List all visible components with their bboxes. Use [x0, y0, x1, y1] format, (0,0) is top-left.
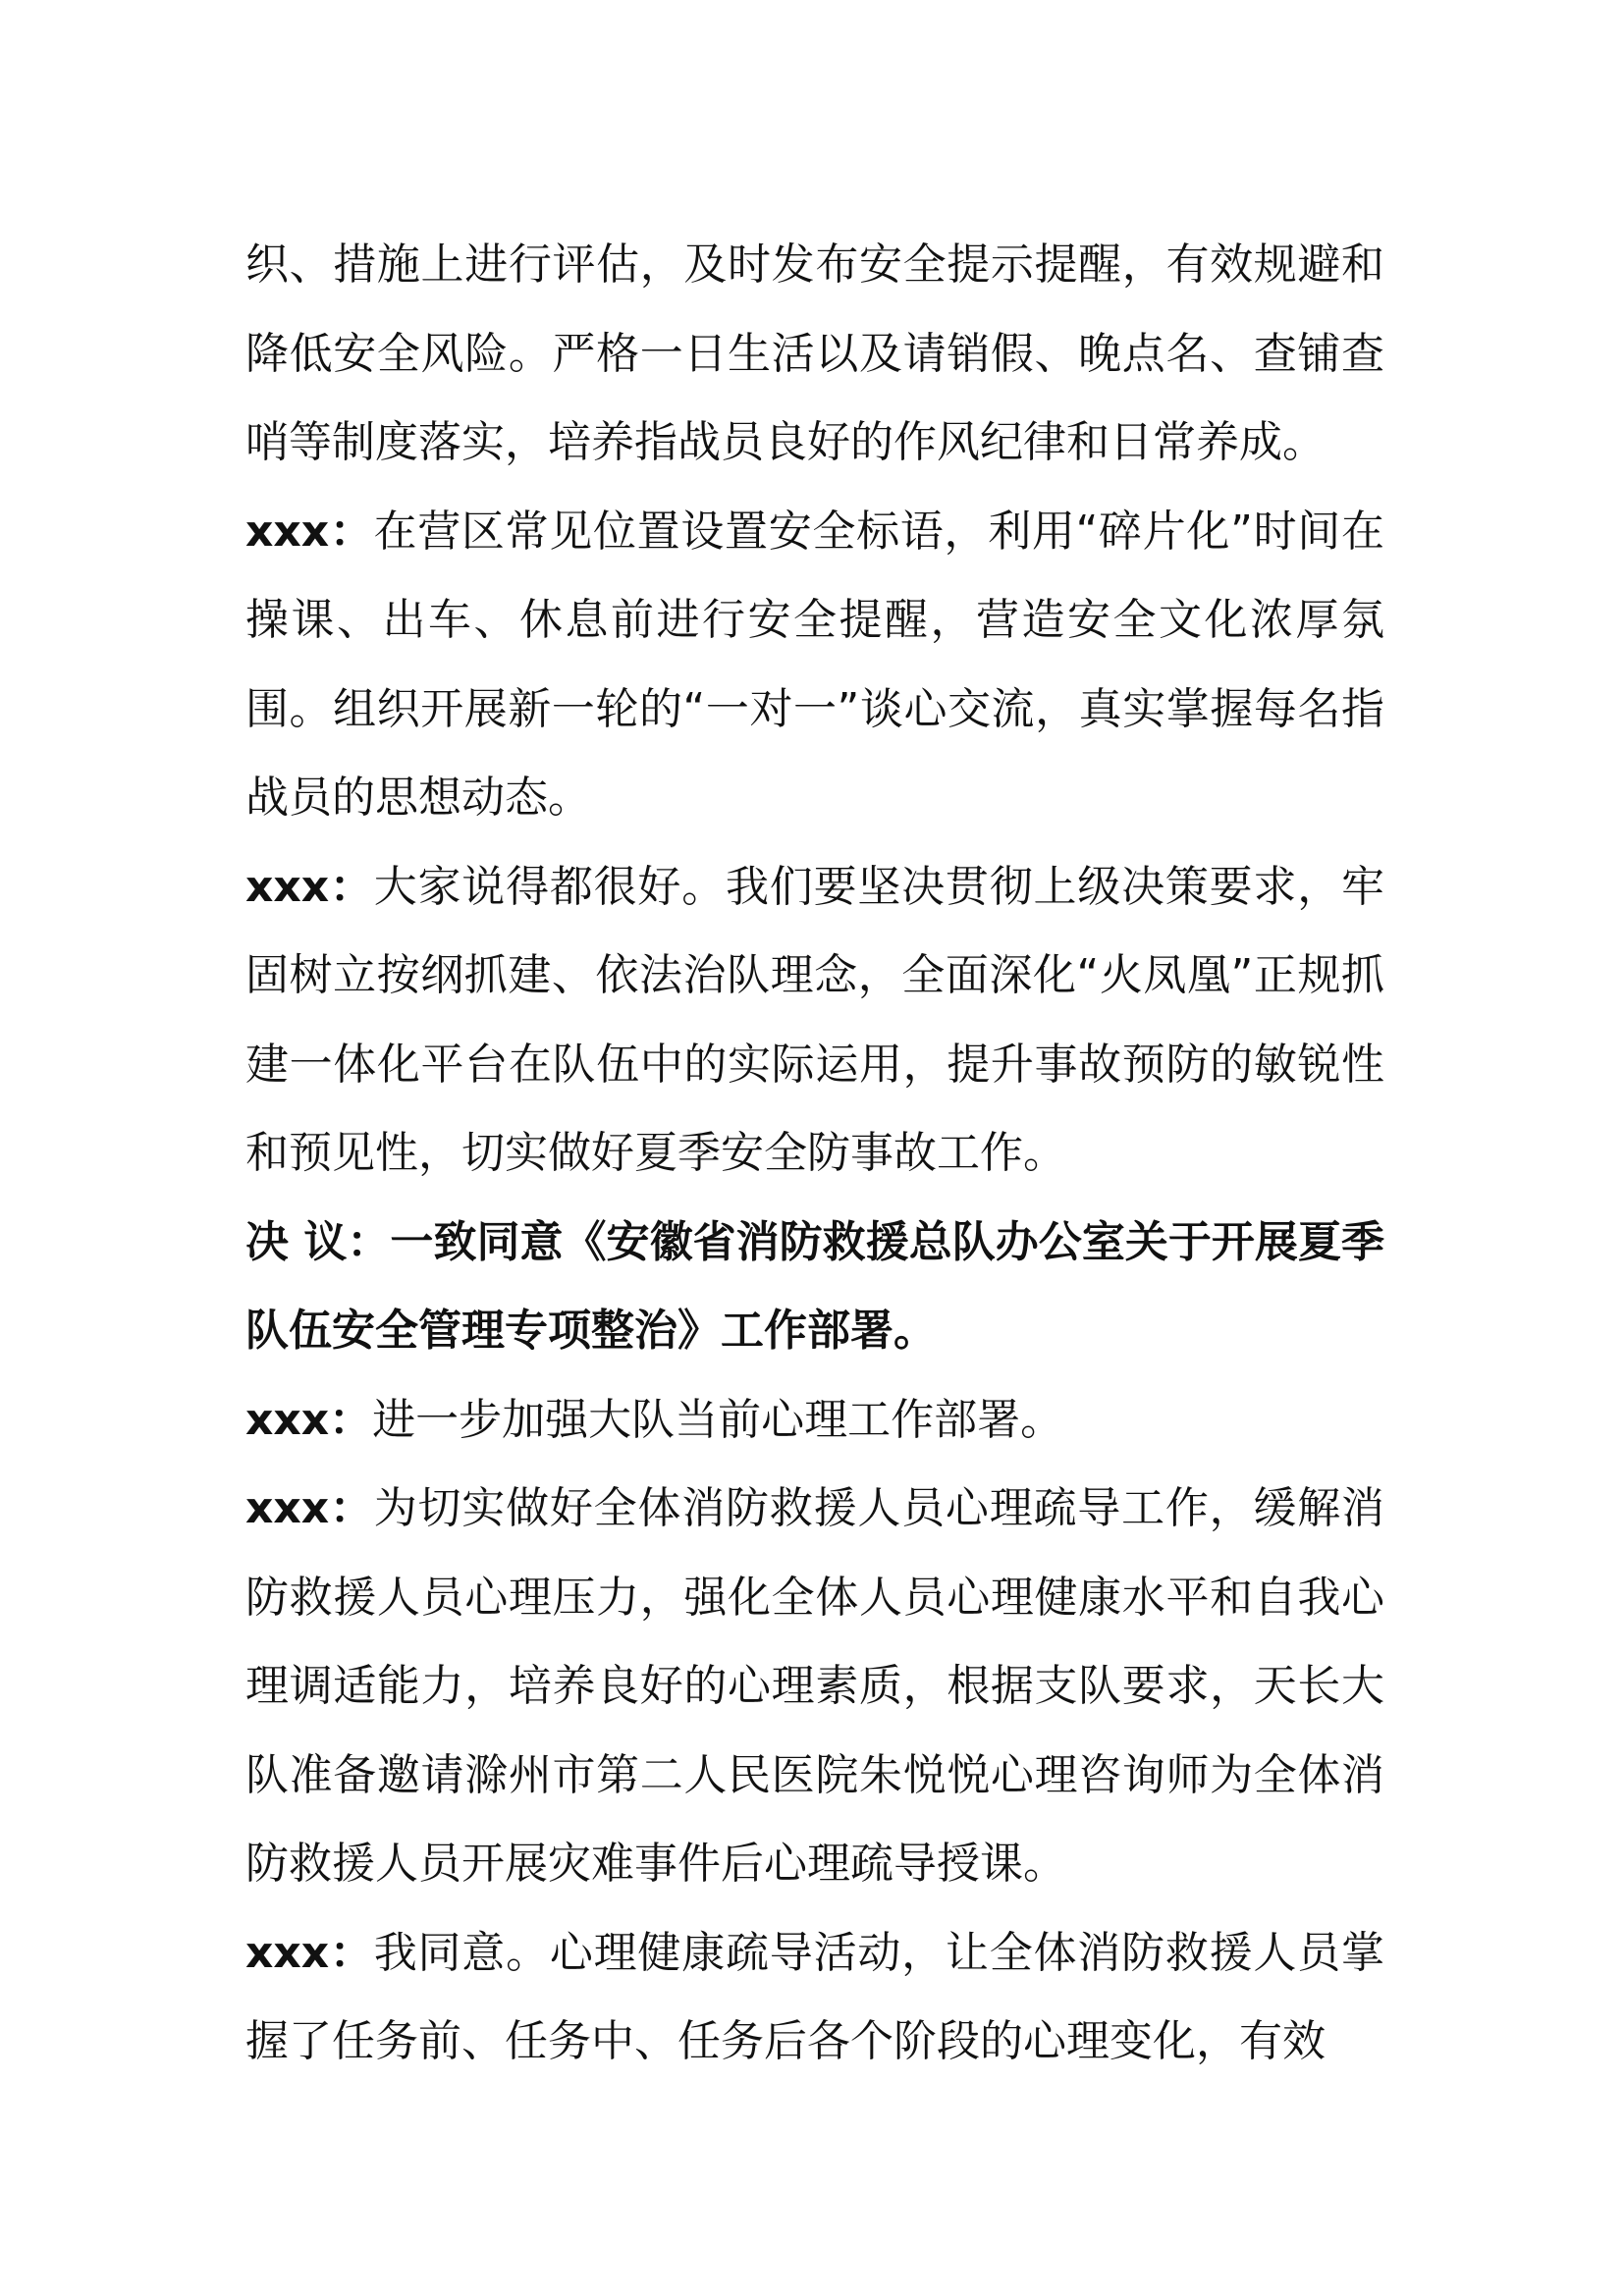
paragraph-6: [245, 1465, 1384, 1909]
paragraph-5: [245, 1376, 1384, 1466]
speaker-label: xxx：: [245, 1394, 373, 1445]
speaker-label: xxx：: [245, 506, 374, 557]
paragraph-text: 大家说得都很好。我们要坚决贯彻上级决策要求，牢固树立按纲抓建、依法治队理念，全面深化“火凤凰”正规抓建一体化平台在队伍中的实际运用，提升事故预防的敏锐性和预见性，切实做好夏季安全防事故工作。: [245, 861, 1384, 1178]
resolution-text: 决 议：一致同意《安徽省消防救援总队办公室关于开展夏季 队伍安全管理专项整治》工作部署。: [245, 1216, 1384, 1356]
speaker-label: xxx：: [245, 1927, 374, 1978]
paragraph-1: [245, 221, 1384, 488]
speaker-label: xxx：: [245, 1483, 374, 1533]
resolution-paragraph: [245, 1199, 1384, 1376]
speaker-label: xxx：: [245, 861, 374, 912]
paragraph-text: 在营区常见位置设置安全标语，利用“碎片化”时间在操课、出车、休息前进行安全提醒，营造安全文化浓厚氛围。组织开展新一轮的“一对一”谈心交流，真实掌握每名指战员的思想动态。: [245, 506, 1384, 823]
paragraph-text: 织、措施上进行评估，及时发布安全提示提醒，有效规避和降低安全风险。严格一日生活以及请销假、晚点名、查铺查哨等制度落实，培养指战员良好的作风纪律和日常养成。: [245, 240, 1384, 467]
paragraph-3: [245, 843, 1384, 1199]
paragraph-text: 进一步加强大队当前心理工作部署。: [372, 1394, 1064, 1445]
paragraph-text: 我同意。心理健康疏导活动，让全体消防救援人员掌握了任务前、任务中、任务后各个阶段的心理变化，有效: [245, 1927, 1384, 2066]
paragraph-text: 为切实做好全体消防救援人员心理疏导工作，缓解消防救援人员心理压力，强化全体人员心理健康水平和自我心理调适能力，培养良好的心理素质，根据支队要求，天长大队准备邀请滁州市第二人民医院朱悦悦心理咨询师为全体消防救援人员开展灾难事件后心理疏导授课。: [245, 1483, 1384, 1889]
paragraph-7: [245, 1909, 1384, 2087]
paragraph-2: [245, 488, 1384, 843]
document-body: [245, 221, 1384, 2087]
